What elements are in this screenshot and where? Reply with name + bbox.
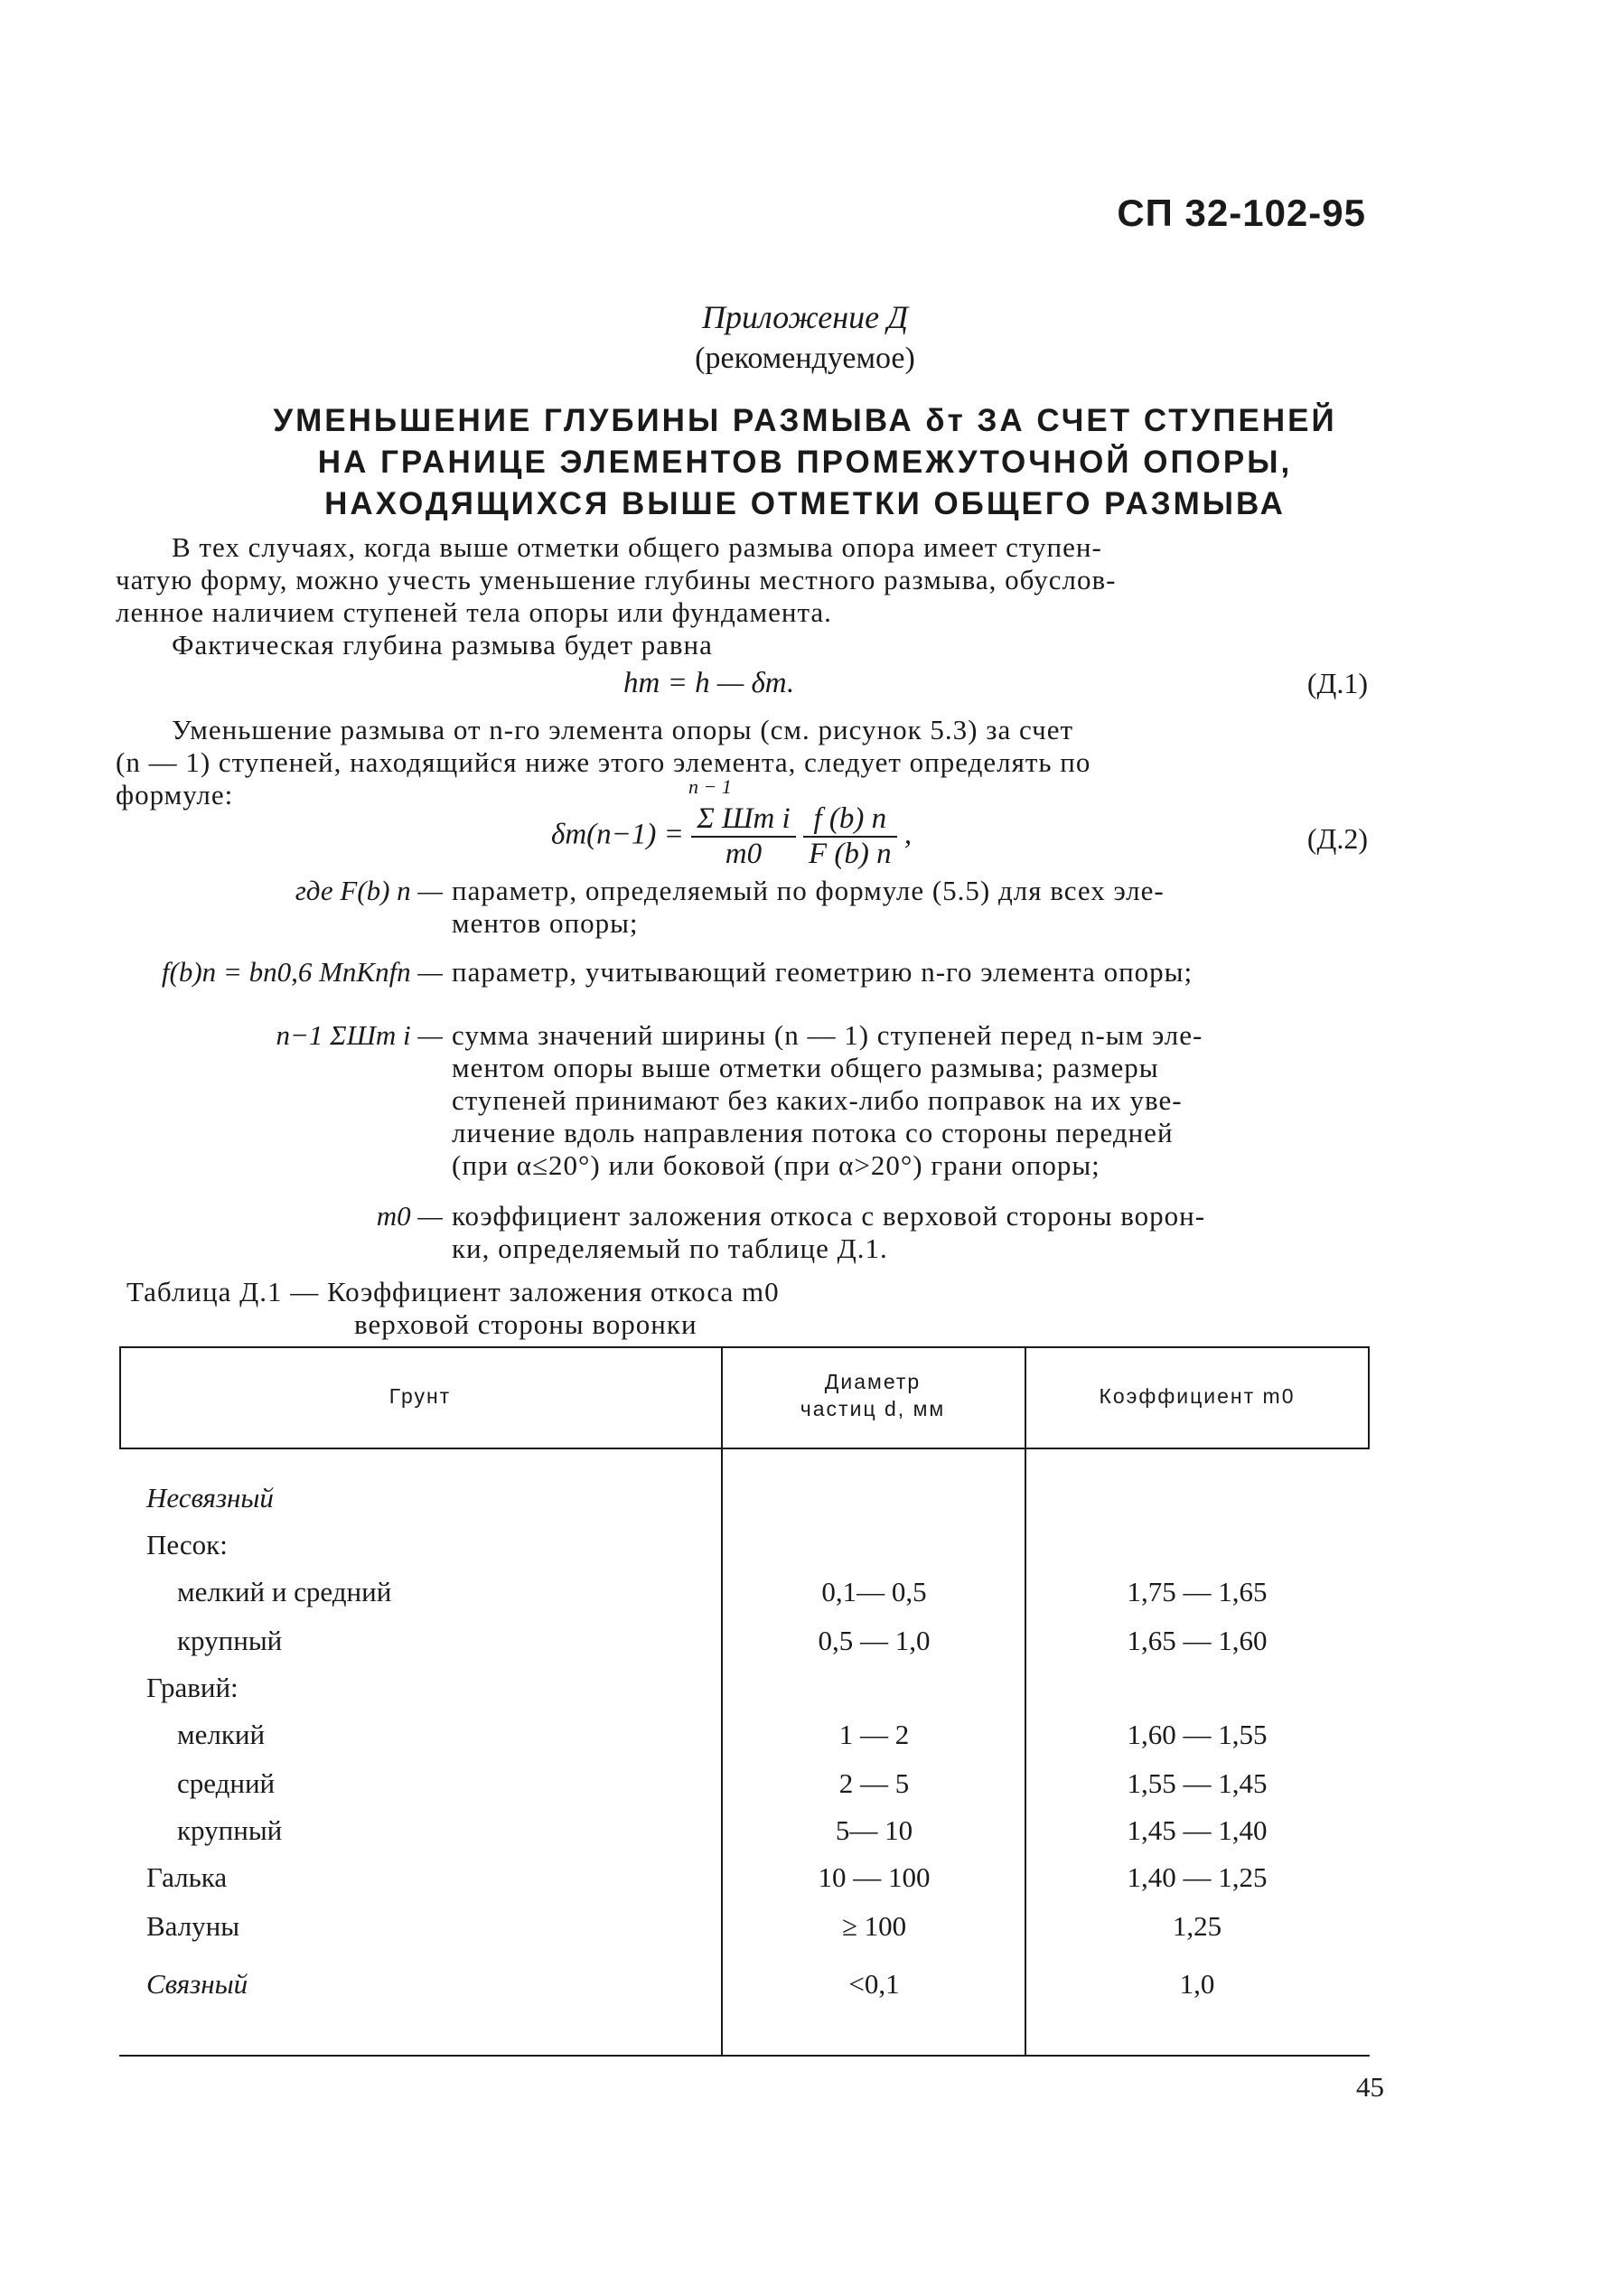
table-cell-soil: Галька: [146, 1861, 228, 1893]
definition-term-3: n−1 ΣШт i —: [276, 1019, 443, 1051]
table-cell-coefficient: 1,65 — 1,60: [1127, 1625, 1268, 1656]
section-heading-line-3: НАХОДЯЩИХСЯ ВЫШЕ ОТМЕТКИ ОБЩЕГО РАЗМЫВА: [324, 486, 1286, 521]
definition-text-1-line-1: параметр, определяемый по формуле (5.5) для всех эле-: [452, 875, 1165, 906]
definition-text-4-line-2: ки, определяемый по таблице Д.1.: [452, 1232, 888, 1264]
table-cell-coefficient: 1,25: [1172, 1910, 1222, 1942]
section-heading-line-2: НА ГРАНИЦЕ ЭЛЕМЕНТОВ ПРОМЕЖУТОЧНОЙ ОПОРЫ,: [317, 445, 1293, 480]
document-code: СП 32-102-95: [1117, 192, 1366, 234]
equation-d2-numerator-2: f (b) n: [803, 802, 897, 838]
table-cell-diameter: 2 — 5: [838, 1767, 910, 1799]
table-top-rule: [119, 1346, 1370, 1348]
table-caption-line-1: Таблица Д.1 — Коэффициент заложения откоса m0: [126, 1276, 780, 1307]
table-column-divider-1: [721, 1346, 723, 2055]
equation-d2-lhs: δт(n−1) =: [551, 818, 684, 851]
equation-d2-denominator-2: F (b) n: [808, 838, 892, 870]
column-header-diameter-line-2: частиц d, мм: [800, 1397, 946, 1420]
equation-d2-fraction-1: [691, 802, 796, 871]
table-cell-soil: мелкий и средний: [177, 1576, 392, 1607]
table-cell-coefficient: 1,0: [1179, 1968, 1215, 2000]
definition-term-4: m0 —: [376, 1200, 443, 1232]
definition-text-4-line-1: коэффициент заложения откоса с верховой стороны ворон-: [452, 1200, 1206, 1232]
equation-d2-tail: ,: [903, 818, 913, 851]
table-column-divider-2: [1025, 1346, 1026, 2055]
equation-d2-fraction-2: [803, 802, 897, 871]
definition-text-3-line-4: личение вдоль направления потока со стороны передней: [452, 1117, 1174, 1148]
table-cell-coefficient: 1,55 — 1,45: [1127, 1767, 1268, 1799]
equation-d1-number: (Д.1): [1306, 667, 1368, 699]
column-header-coefficient: Коэффициент m0: [1099, 1384, 1296, 1408]
equation-d2-numerator-1: Σ Шт i: [691, 802, 796, 838]
table-cell-soil: мелкий: [177, 1719, 266, 1750]
paragraph-1-line-2: чатую форму, можно учесть уменьшение глубины местного размыва, обуслов-: [116, 564, 1117, 595]
equation-d2: [551, 802, 912, 871]
paragraph-1-line-3: ленное наличием ступеней тела опоры или фундамента.: [116, 596, 832, 628]
section-heading-line-1: УМЕНЬШЕНИЕ ГЛУБИНЫ РАЗМЫВА δт ЗА СЧЕТ СТУПЕНЕЙ: [273, 403, 1337, 438]
table-cell-soil: Несвязный: [146, 1482, 274, 1513]
table-cell-diameter: 1 — 2: [838, 1719, 910, 1750]
table-cell-diameter: ≥ 100: [841, 1910, 907, 1942]
paragraph-1-line-1: В тех случаях, когда выше отметки общего размыва опора имеет ступен-: [172, 531, 1102, 563]
paragraph-3-line-3: формуле:: [116, 779, 234, 811]
appendix-subtitle: (рекомендуемое): [695, 342, 915, 375]
table-bottom-rule: [119, 2055, 1370, 2057]
equation-d2-sum-limit: n − 1: [688, 775, 732, 798]
paragraph-3-line-1: Уменьшение размыва от n-го элемента опоры (см. рисунок 5.3) за счет: [172, 714, 1073, 745]
table-cell-soil: Песок:: [146, 1529, 228, 1560]
table-cell-diameter: 0,5 — 1,0: [818, 1625, 931, 1656]
table-header-rule: [119, 1448, 1370, 1449]
paragraph-3-line-2: (n — 1) ступеней, находящийся ниже этого элемента, следует определять по: [116, 746, 1091, 778]
table-cell-diameter: 10 — 100: [818, 1861, 931, 1893]
definition-text-3-line-5: (при α≤20°) или боковой (при α>20°) грани опоры;: [452, 1149, 1100, 1181]
table-cell-soil: крупный: [177, 1814, 283, 1846]
definition-text-2-line-1: параметр, учитывающий геометрию n-го элемента опоры;: [452, 956, 1193, 988]
column-header-diameter-line-1: Диаметр: [824, 1370, 922, 1393]
table-cell-coefficient: 1,75 — 1,65: [1127, 1576, 1268, 1607]
table-cell-coefficient: 1,40 — 1,25: [1127, 1861, 1268, 1893]
table-cell-soil: крупный: [177, 1625, 283, 1656]
table-caption-line-2: верховой стороны воронки: [354, 1308, 697, 1340]
paragraph-2: Фактическая глубина размыва будет равна: [172, 629, 713, 661]
definition-text-1-line-2: ментов опоры;: [452, 907, 639, 939]
table-cell-soil: средний: [177, 1767, 276, 1799]
table-cell-soil: Гравий:: [146, 1672, 239, 1703]
appendix-title: Приложение Д: [702, 299, 908, 335]
table-cell-diameter: 5— 10: [835, 1814, 913, 1846]
definition-text-3-line-3: ступеней принимают без каких-либо поправок на их уве-: [452, 1084, 1183, 1116]
definition-term-1: где F(b) n —: [295, 875, 443, 906]
definition-text-3-line-1: сумма значений ширины (n — 1) ступеней перед n-ым эле-: [452, 1019, 1203, 1051]
soil-coefficient-table: [119, 1346, 1370, 2060]
equation-d2-denominator-1: m0: [725, 838, 763, 870]
page-number: 45: [1356, 2071, 1384, 2103]
table-cell-coefficient: 1,45 — 1,40: [1127, 1814, 1268, 1846]
definition-text-3-line-2: ментом опоры выше отметки общего размыва; размеры: [452, 1052, 1159, 1083]
definition-term-2: f(b)n = bn0,6 MnKnfn —: [161, 956, 443, 988]
equation-d1: hт = h — δт.: [623, 667, 795, 699]
table-cell-diameter: <0,1: [848, 1968, 900, 2000]
column-header-soil: Грунт: [388, 1384, 452, 1408]
table-cell-coefficient: 1,60 — 1,55: [1127, 1719, 1268, 1750]
table-cell-diameter: 0,1— 0,5: [821, 1576, 927, 1607]
equation-d2-number: (Д.2): [1306, 822, 1368, 855]
table-cell-soil: Валуны: [146, 1910, 240, 1942]
table-cell-soil: Связный: [146, 1968, 248, 2000]
